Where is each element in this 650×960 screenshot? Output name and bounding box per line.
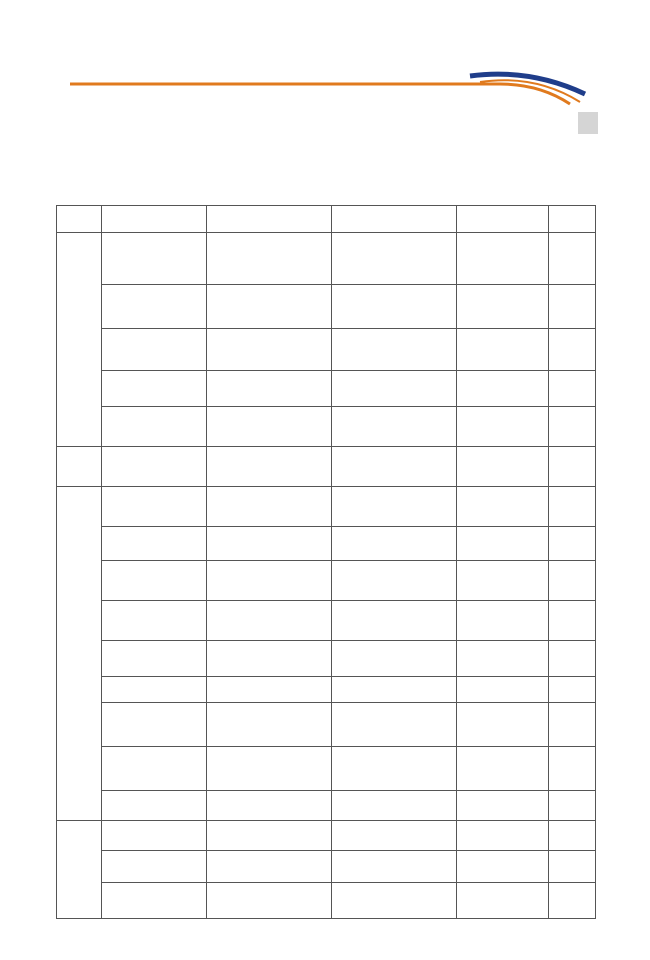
content-cell: [207, 527, 332, 561]
major-name-cell: [102, 821, 207, 851]
jobs-cell: [332, 747, 457, 791]
companies-cell: [457, 447, 549, 487]
content-cell: [207, 641, 332, 677]
jobs-cell: [332, 487, 457, 527]
note-cell: [549, 641, 596, 677]
major-table: [56, 205, 595, 919]
header-major: [102, 206, 207, 233]
table-row: [57, 821, 596, 851]
jobs-cell: [332, 703, 457, 747]
major-name-cell: [102, 447, 207, 487]
note-cell: [549, 883, 596, 919]
note-cell: [549, 487, 596, 527]
companies-cell: [457, 851, 549, 883]
companies-cell: [457, 371, 549, 407]
content-cell: [207, 371, 332, 407]
note-cell: [549, 747, 596, 791]
note-cell: [549, 791, 596, 821]
companies-cell: [457, 285, 549, 329]
companies-cell: [457, 791, 549, 821]
content-cell: [207, 285, 332, 329]
note-cell: [549, 561, 596, 601]
jobs-cell: [332, 561, 457, 601]
major-name-cell: [102, 601, 207, 641]
note-cell: [549, 407, 596, 447]
category-cell: [57, 821, 102, 919]
table-header-row: [57, 206, 596, 233]
jobs-cell: [332, 601, 457, 641]
note-cell: [549, 233, 596, 285]
table-row: [57, 487, 596, 527]
header-category: [57, 206, 102, 233]
jobs-cell: [332, 677, 457, 703]
major-name-cell: [102, 371, 207, 407]
table-row: [57, 447, 596, 487]
companies-cell: [457, 747, 549, 791]
table-row: [57, 407, 596, 447]
category-cell: [57, 447, 102, 487]
note-cell: [549, 703, 596, 747]
note-cell: [549, 527, 596, 561]
table-row: [57, 527, 596, 561]
jobs-cell: [332, 407, 457, 447]
jobs-cell: [332, 791, 457, 821]
table-row: [57, 561, 596, 601]
note-cell: [549, 285, 596, 329]
companies-cell: [457, 677, 549, 703]
corner-decoration: [578, 112, 598, 134]
major-name-cell: [102, 329, 207, 371]
companies-cell: [457, 487, 549, 527]
content-cell: [207, 487, 332, 527]
category-cell: [57, 487, 102, 821]
jobs-cell: [332, 641, 457, 677]
content-cell: [207, 703, 332, 747]
companies-cell: [457, 407, 549, 447]
jobs-cell: [332, 285, 457, 329]
major-name-cell: [102, 791, 207, 821]
note-cell: [549, 677, 596, 703]
companies-cell: [457, 233, 549, 285]
table-row: [57, 851, 596, 883]
companies-cell: [457, 821, 549, 851]
content-cell: [207, 233, 332, 285]
table-row: [57, 641, 596, 677]
note-cell: [549, 329, 596, 371]
table-row: [57, 371, 596, 407]
table-row: [57, 791, 596, 821]
content-cell: [207, 883, 332, 919]
companies-cell: [457, 601, 549, 641]
major-name-cell: [102, 703, 207, 747]
jobs-cell: [332, 821, 457, 851]
header-content: [207, 206, 332, 233]
jobs-cell: [332, 883, 457, 919]
major-name-cell: [102, 883, 207, 919]
table-row: [57, 233, 596, 285]
major-name-cell: [102, 641, 207, 677]
content-cell: [207, 791, 332, 821]
major-name-cell: [102, 527, 207, 561]
companies-cell: [457, 561, 549, 601]
table-row: [57, 285, 596, 329]
major-name-cell: [102, 677, 207, 703]
jobs-cell: [332, 851, 457, 883]
content-cell: [207, 851, 332, 883]
companies-cell: [457, 641, 549, 677]
table-row: [57, 883, 596, 919]
content-cell: [207, 601, 332, 641]
table-row: [57, 747, 596, 791]
category-cell: [57, 233, 102, 447]
content-cell: [207, 677, 332, 703]
companies-cell: [457, 527, 549, 561]
header-note: [549, 206, 596, 233]
content-cell: [207, 447, 332, 487]
jobs-cell: [332, 527, 457, 561]
major-name-cell: [102, 747, 207, 791]
content-cell: [207, 561, 332, 601]
note-cell: [549, 447, 596, 487]
major-name-cell: [102, 487, 207, 527]
major-name-cell: [102, 851, 207, 883]
companies-cell: [457, 703, 549, 747]
table-row: [57, 677, 596, 703]
header-jobs: [332, 206, 457, 233]
content-cell: [207, 407, 332, 447]
table-row: [57, 703, 596, 747]
table-row: [57, 601, 596, 641]
companies-cell: [457, 883, 549, 919]
note-cell: [549, 601, 596, 641]
major-name-cell: [102, 561, 207, 601]
major-name-cell: [102, 407, 207, 447]
major-name-cell: [102, 285, 207, 329]
note-cell: [549, 371, 596, 407]
header-swoosh: [70, 64, 590, 114]
major-name-cell: [102, 233, 207, 285]
jobs-cell: [332, 329, 457, 371]
content-cell: [207, 821, 332, 851]
jobs-cell: [332, 447, 457, 487]
header-companies: [457, 206, 549, 233]
companies-cell: [457, 329, 549, 371]
note-cell: [549, 821, 596, 851]
jobs-cell: [332, 233, 457, 285]
content-cell: [207, 747, 332, 791]
table-row: [57, 329, 596, 371]
jobs-cell: [332, 371, 457, 407]
content-cell: [207, 329, 332, 371]
note-cell: [549, 851, 596, 883]
